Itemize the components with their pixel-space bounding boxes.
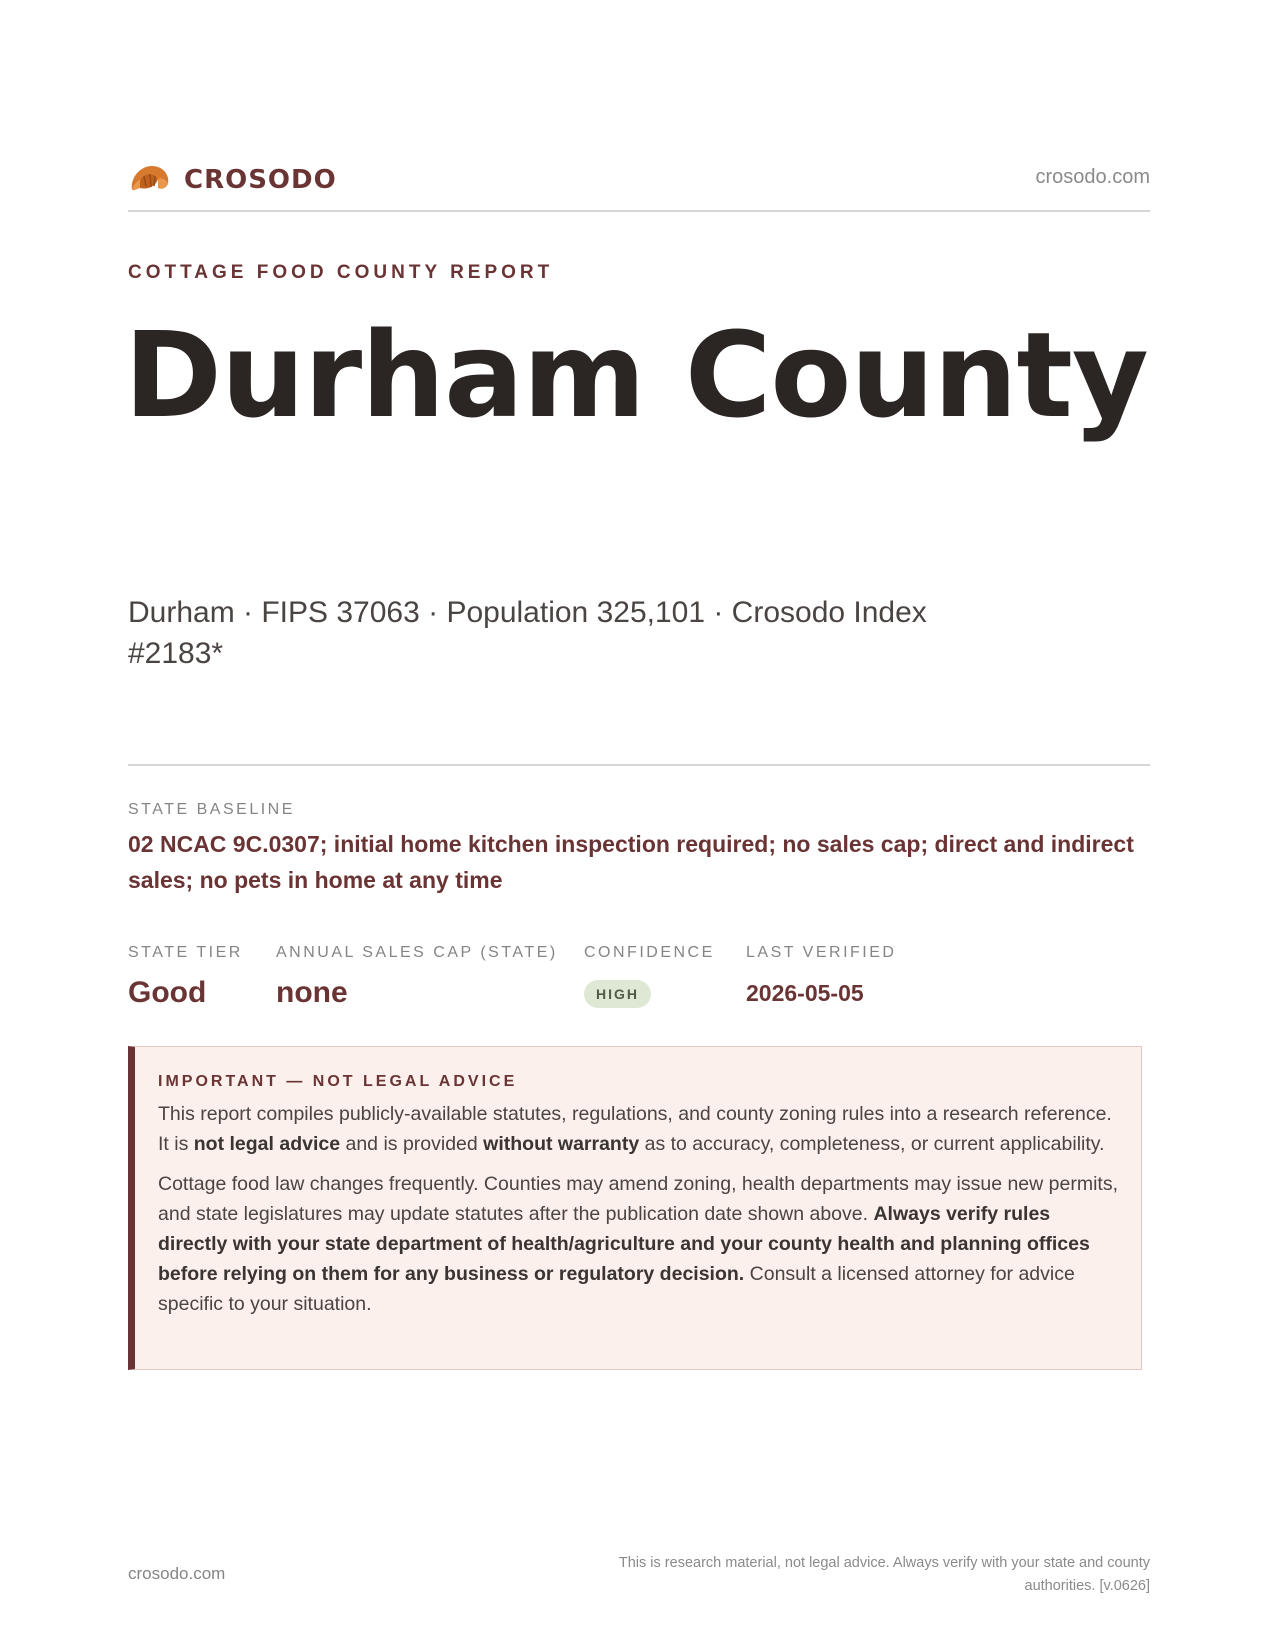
notice-emphasis: not legal advice [193, 1133, 341, 1155]
notice-text: Consult a licensed attorney for advice specific to your situation. [158, 1263, 1075, 1315]
footer-site-url[interactable]: crosodo.com [128, 1564, 226, 1583]
notice-text: as to accuracy, completeness, or current applicability. [639, 1133, 1105, 1155]
notice-title: IMPORTANT — NOT LEGAL ADVICE [158, 1073, 518, 1090]
stat-last-verified [746, 944, 896, 1007]
stat-confidence [584, 944, 715, 1008]
brand [128, 160, 337, 200]
page-title: Durham County [124, 306, 1148, 444]
notice-paragraph [158, 1099, 1120, 1159]
section-divider [128, 764, 1150, 766]
notice-body [158, 1099, 1120, 1329]
croissant-icon [128, 160, 172, 200]
state-baseline-label: STATE BASELINE [128, 801, 295, 818]
stat-sales-cap [276, 944, 558, 1010]
notice-text: This report compiles publicly-available statutes, regulations, and county zoning rules into a research reference. It is [158, 1103, 1112, 1155]
stat-value: Good [128, 976, 207, 1009]
notice-text: Cottage food law changes frequently. Counties may amend zoning, health departments may issue new permits, and state legislatures may update statutes after the publication date shown above. [158, 1173, 1118, 1225]
notice-paragraph [158, 1169, 1120, 1319]
header-site-url[interactable]: crosodo.com [1035, 166, 1150, 188]
stat-value: 2026-05-05 [746, 980, 864, 1006]
stat-value: none [276, 976, 348, 1009]
state-baseline-text: 02 NCAC 9C.0307; initial home kitchen inspection required; no sales cap; direct and indirect sales; no pets in home at any time [128, 831, 1134, 893]
footer-disclaimer: This is research material, not legal advice. Always verify with your state and county authorities. [v.0626] [618, 1555, 1150, 1594]
stat-label: STATE TIER [128, 944, 243, 961]
stat-label: LAST VERIFIED [746, 944, 897, 961]
legal-notice [128, 1046, 1142, 1370]
notice-emphasis: without warranty [483, 1133, 640, 1155]
report-eyebrow: COTTAGE FOOD COUNTY REPORT [128, 262, 554, 283]
page-header [128, 150, 1150, 212]
stat-state-tier [128, 944, 243, 1010]
stat-label: CONFIDENCE [584, 944, 715, 961]
county-subtitle: Durham · FIPS 37063 · Population 325,101 · Crosodo Index #2183* [128, 596, 927, 670]
confidence-badge: HIGH [584, 980, 651, 1008]
notice-emphasis: Always verify rules directly with your state department of health/agriculture and your county health and planning offices before relying on them for any business or regulatory decision. [158, 1203, 1090, 1285]
notice-text: and is provided [340, 1133, 484, 1155]
report-page [124, 0, 1150, 1650]
stat-label: ANNUAL SALES CAP (STATE) [276, 944, 558, 961]
brand-name: CROSODO [184, 165, 337, 195]
